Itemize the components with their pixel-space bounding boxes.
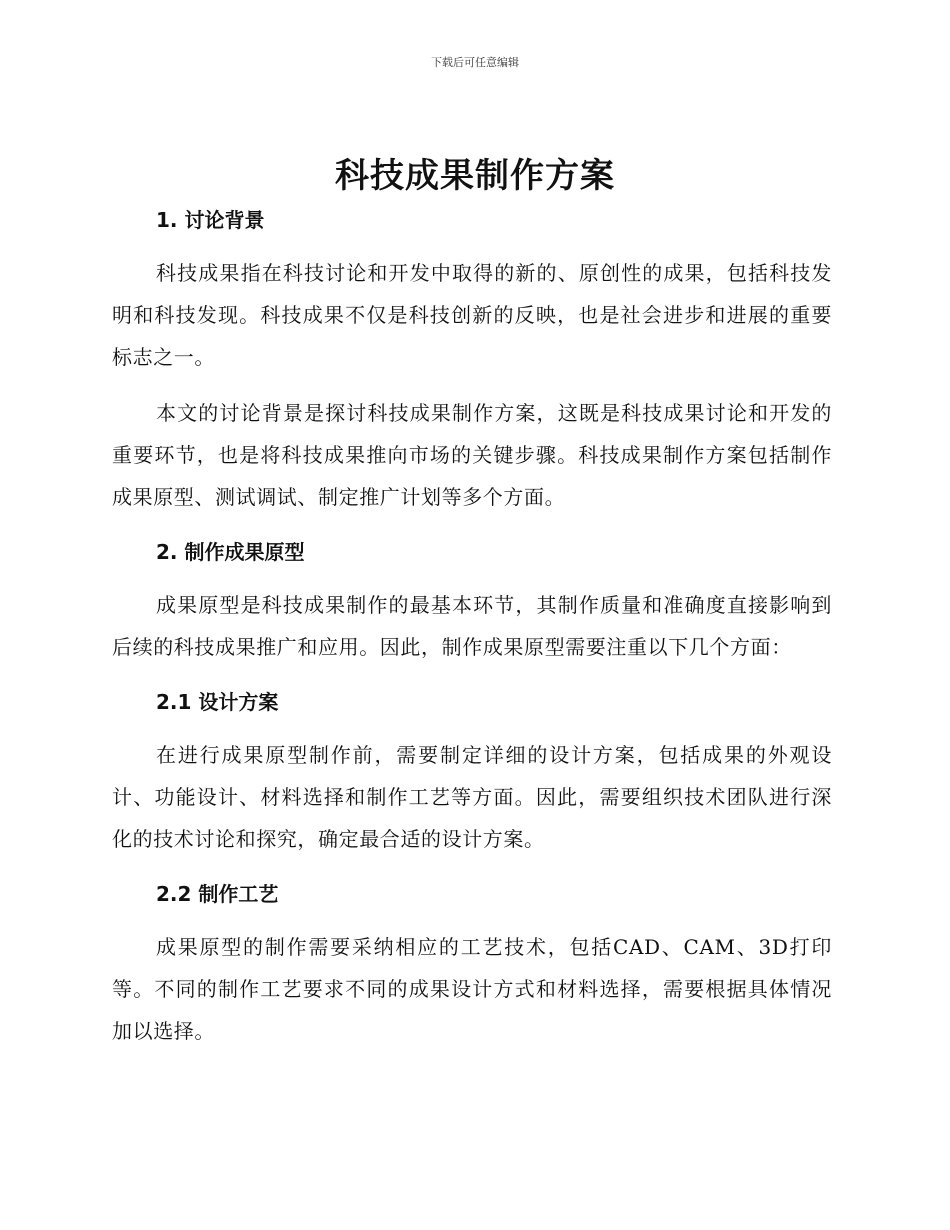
paragraph: 成果原型的制作需要采纳相应的工艺技术，包括CAD、CAM、3D打印等。不同的制作工艺要求不同的成果设计方式和材料选择，需要根据具体情况加以选择。 [112, 935, 832, 1043]
section-heading: 1. 讨论背景 [156, 208, 265, 232]
paragraph: 本文的讨论背景是探讨科技成果制作方案，这既是科技成果讨论和开发的重要环节，也是将科技成果推向市场的关键步骤。科技成果制作方案包括制作成果原型、测试调试、制定推广计划等多个方面。 [112, 401, 832, 509]
section-design-plan [112, 684, 832, 860]
paragraph: 成果原型是科技成果制作的最基本环节，其制作质量和准确度直接影响到后续的科技成果推广和应用。因此，制作成果原型需要注重以下几个方面： [112, 593, 832, 659]
section-heading: 2.1 设计方案 [156, 690, 279, 714]
section-background [112, 202, 832, 518]
paragraph: 在进行成果原型制作前，需要制定详细的设计方案，包括成果的外观设计、功能设计、材料选择和制作工艺等方面。因此，需要组织技术团队进行深化的技术讨论和探究，确定最合适的设计方案。 [112, 743, 832, 851]
section-process [112, 876, 832, 1052]
header-note: 下载后可任意编辑 [431, 56, 519, 69]
section-prototype [112, 534, 832, 668]
section-heading: 2. 制作成果原型 [156, 540, 305, 564]
paragraph: 科技成果指在科技讨论和开发中取得的新的、原创性的成果，包括科技发明和科技发现。科技成果不仅是科技创新的反映，也是社会进步和进展的重要标志之一。 [112, 261, 832, 369]
document-body [112, 202, 832, 1052]
section-heading: 2.2 制作工艺 [156, 882, 279, 906]
document-title: 科技成果制作方案 [335, 156, 615, 196]
